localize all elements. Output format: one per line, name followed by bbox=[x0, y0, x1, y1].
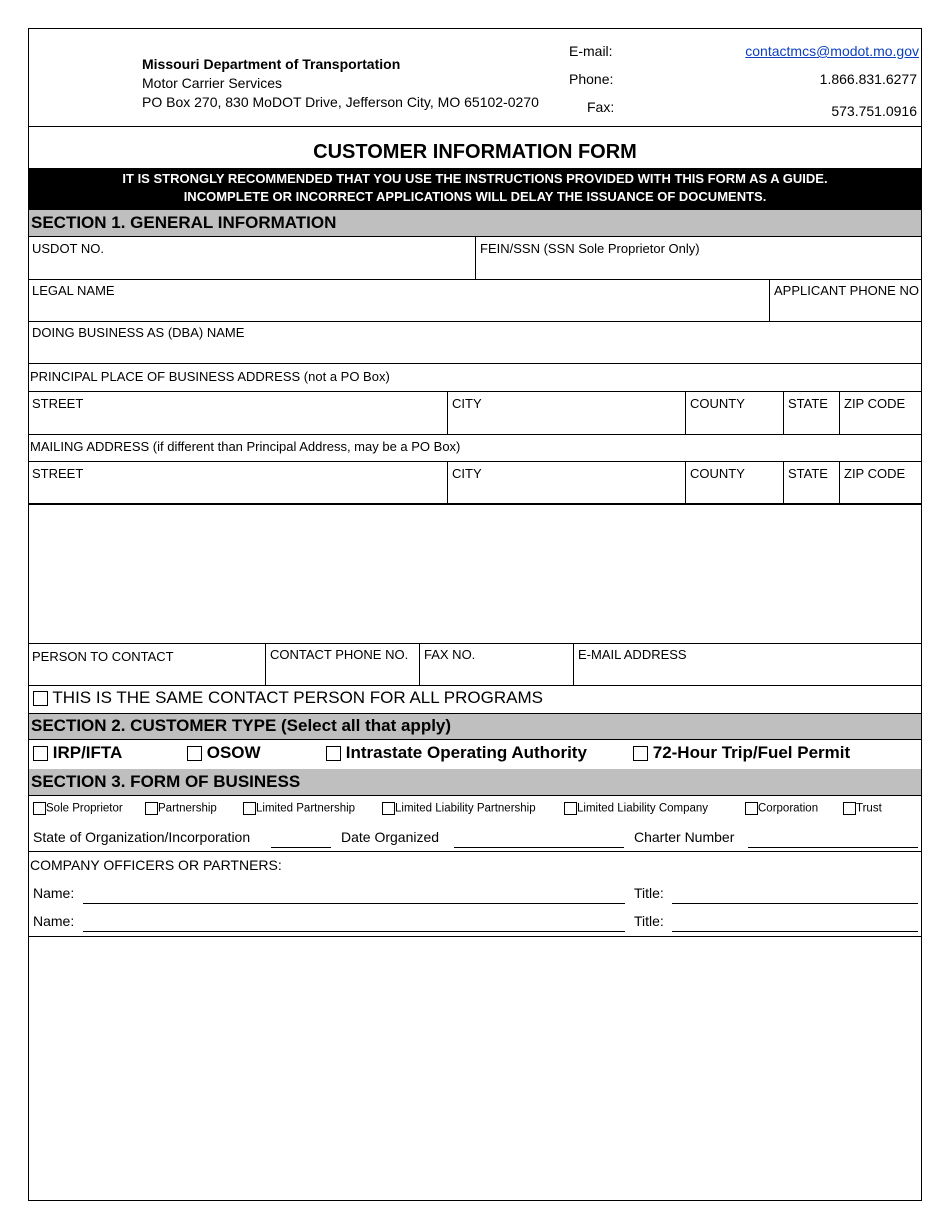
principal-city-label: CITY bbox=[452, 396, 482, 411]
72-hour-checkbox[interactable] bbox=[633, 746, 648, 761]
email-address-input[interactable] bbox=[574, 665, 921, 684]
rule bbox=[29, 461, 921, 462]
usdot-input[interactable] bbox=[29, 249, 475, 278]
org-name: Missouri Department of Transportation bbox=[142, 56, 401, 72]
customer-type-osow bbox=[187, 743, 261, 763]
header-divider bbox=[29, 126, 921, 127]
officer-name-label-2: Name: bbox=[33, 913, 75, 929]
principal-city-input[interactable] bbox=[448, 413, 685, 433]
applicant-phone-label: APPLICANT PHONE NO bbox=[774, 283, 919, 298]
rule bbox=[29, 936, 921, 937]
fax-label: Fax: bbox=[587, 99, 615, 115]
mailing-zip-input[interactable] bbox=[840, 483, 921, 503]
trust-label: Trust bbox=[856, 802, 882, 815]
customer-type-irp-ifta bbox=[33, 743, 122, 763]
rule bbox=[29, 685, 921, 686]
llp-label: Limited Liability Partnership bbox=[395, 802, 536, 815]
irp-ifta-label: IRP/IFTA bbox=[52, 743, 123, 762]
fax-no-label: FAX NO. bbox=[424, 647, 476, 662]
person-to-contact-label: PERSON TO CONTACT bbox=[32, 649, 174, 664]
principal-street-input[interactable] bbox=[29, 413, 447, 433]
form-title: CUSTOMER INFORMATION FORM bbox=[313, 141, 637, 163]
section-3-header: SECTION 3. FORM OF BUSINESS bbox=[29, 769, 921, 795]
mailing-street-label: STREET bbox=[32, 466, 84, 481]
rule bbox=[29, 713, 921, 714]
officer-name-input-2[interactable] bbox=[83, 931, 625, 932]
llc-label: Limited Liability Company bbox=[577, 802, 709, 815]
rule bbox=[29, 279, 921, 280]
contact-email-link[interactable]: contactmcs@modot.mo.gov bbox=[745, 43, 919, 59]
same-contact-checkbox[interactable] bbox=[33, 691, 48, 706]
notice-line-1: IT IS STRONGLY RECOMMENDED THAT YOU USE THE INSTRUCTIONS PROVIDED WITH THIS FORM AS A GUIDE. bbox=[122, 171, 828, 186]
principal-address-label: PRINCIPAL PLACE OF BUSINESS ADDRESS (not a PO Box) bbox=[30, 369, 390, 384]
contact-phone: 1.866.831.6277 bbox=[819, 71, 917, 87]
principal-zip-input[interactable] bbox=[840, 413, 921, 433]
contact-phone-input[interactable] bbox=[266, 665, 419, 684]
division-name: Motor Carrier Services bbox=[142, 75, 283, 91]
business-llp bbox=[382, 802, 536, 815]
osow-checkbox[interactable] bbox=[187, 746, 202, 761]
state-org-label: State of Organization/Incorporation bbox=[33, 829, 251, 845]
mailing-zip-label: ZIP CODE bbox=[844, 466, 906, 481]
mailing-county-input[interactable] bbox=[686, 483, 783, 503]
form-page bbox=[28, 28, 922, 1201]
principal-state-input[interactable] bbox=[784, 413, 839, 433]
phone-label: Phone: bbox=[569, 71, 614, 87]
sole-proprietor-checkbox[interactable] bbox=[33, 802, 46, 815]
principal-street-label: STREET bbox=[32, 396, 84, 411]
same-contact-row bbox=[33, 688, 543, 708]
org-address: PO Box 270, 830 MoDOT Drive, Jefferson City, MO 65102-0270 bbox=[142, 94, 539, 110]
business-sole-proprietor bbox=[33, 802, 123, 815]
email-label: E-mail: bbox=[569, 43, 613, 59]
state-org-input[interactable] bbox=[271, 847, 331, 848]
llc-checkbox[interactable] bbox=[564, 802, 577, 815]
limited-partnership-label: Limited Partnership bbox=[256, 802, 356, 815]
72-hour-label: 72-Hour Trip/Fuel Permit bbox=[652, 743, 851, 762]
mailing-state-label: STATE bbox=[788, 466, 828, 481]
notice-banner bbox=[29, 168, 921, 210]
business-partnership bbox=[145, 802, 217, 815]
dba-label: DOING BUSINESS AS (DBA) NAME bbox=[32, 325, 245, 340]
officer-name-label-1: Name: bbox=[33, 885, 75, 901]
corporation-label: Corporation bbox=[758, 802, 819, 815]
person-to-contact-input[interactable] bbox=[29, 665, 265, 684]
fax-no-input[interactable] bbox=[420, 665, 573, 684]
corporation-checkbox[interactable] bbox=[745, 802, 758, 815]
sole-proprietor-label: Sole Proprietor bbox=[46, 802, 123, 815]
mailing-address-label: MAILING ADDRESS (if different than Principal Address, may be a PO Box) bbox=[30, 439, 461, 454]
partnership-checkbox[interactable] bbox=[145, 802, 158, 815]
customer-type-72-hour bbox=[633, 743, 850, 763]
officer-title-label-2: Title: bbox=[634, 913, 664, 929]
usdot-label: USDOT NO. bbox=[32, 241, 104, 256]
officer-title-label-1: Title: bbox=[634, 885, 664, 901]
date-organized-input[interactable] bbox=[454, 847, 624, 848]
limited-partnership-checkbox[interactable] bbox=[243, 802, 256, 815]
section-2-header: SECTION 2. CUSTOMER TYPE (Select all that apply) bbox=[29, 713, 921, 739]
officers-label: COMPANY OFFICERS OR PARTNERS: bbox=[30, 857, 282, 873]
date-organized-label: Date Organized bbox=[341, 829, 440, 845]
intrastate-checkbox[interactable] bbox=[326, 746, 341, 761]
rule bbox=[29, 391, 921, 392]
rule bbox=[29, 851, 921, 852]
mailing-city-input[interactable] bbox=[448, 483, 685, 503]
officer-name-input-1[interactable] bbox=[83, 903, 625, 904]
trust-checkbox[interactable] bbox=[843, 802, 856, 815]
principal-state-label: STATE bbox=[788, 396, 828, 411]
principal-zip-label: ZIP CODE bbox=[844, 396, 906, 411]
legal-name-input[interactable] bbox=[29, 299, 769, 321]
mailing-city-label: CITY bbox=[452, 466, 482, 481]
officer-title-input-2[interactable] bbox=[672, 931, 918, 932]
rule bbox=[29, 795, 921, 796]
principal-county-label: COUNTY bbox=[690, 396, 745, 411]
fein-label: FEIN/SSN (SSN Sole Proprietor Only) bbox=[480, 241, 700, 256]
email-address-label: E-MAIL ADDRESS bbox=[578, 647, 687, 662]
mailing-street-input[interactable] bbox=[29, 483, 447, 503]
principal-county-input[interactable] bbox=[686, 413, 783, 433]
rule bbox=[29, 321, 921, 322]
business-limited-partnership bbox=[243, 802, 355, 815]
mailing-state-input[interactable] bbox=[784, 483, 839, 503]
rule bbox=[29, 739, 921, 740]
business-corporation bbox=[745, 802, 818, 815]
osow-label: OSOW bbox=[206, 743, 261, 762]
contact-phone-label: CONTACT PHONE NO. bbox=[270, 647, 409, 662]
notice-line-2: INCOMPLETE OR INCORRECT APPLICATIONS WILL DELAY THE ISSUANCE OF DOCUMENTS. bbox=[183, 189, 767, 204]
business-llc bbox=[564, 802, 708, 815]
business-trust bbox=[843, 802, 882, 815]
llp-checkbox[interactable] bbox=[382, 802, 395, 815]
same-contact-label: THIS IS THE SAME CONTACT PERSON FOR ALL PROGRAMS bbox=[52, 688, 543, 707]
rule bbox=[29, 434, 921, 435]
legal-name-label: LEGAL NAME bbox=[32, 283, 115, 298]
dba-input[interactable] bbox=[29, 341, 921, 363]
mailing-county-label: COUNTY bbox=[690, 466, 745, 481]
rule bbox=[29, 503, 921, 505]
section-1-header: SECTION 1. GENERAL INFORMATION bbox=[29, 210, 921, 236]
fein-input[interactable] bbox=[476, 249, 921, 278]
charter-number-label: Charter Number bbox=[634, 829, 735, 845]
intrastate-label: Intrastate Operating Authority bbox=[345, 743, 587, 762]
contact-fax: 573.751.0916 bbox=[831, 103, 917, 119]
customer-type-intrastate bbox=[326, 743, 587, 763]
irp-ifta-checkbox[interactable] bbox=[33, 746, 48, 761]
rule bbox=[29, 363, 921, 364]
partnership-label: Partnership bbox=[158, 802, 217, 815]
officer-title-input-1[interactable] bbox=[672, 903, 918, 904]
applicant-phone-input[interactable] bbox=[770, 299, 921, 321]
rule bbox=[29, 643, 921, 644]
charter-number-input[interactable] bbox=[748, 847, 918, 848]
